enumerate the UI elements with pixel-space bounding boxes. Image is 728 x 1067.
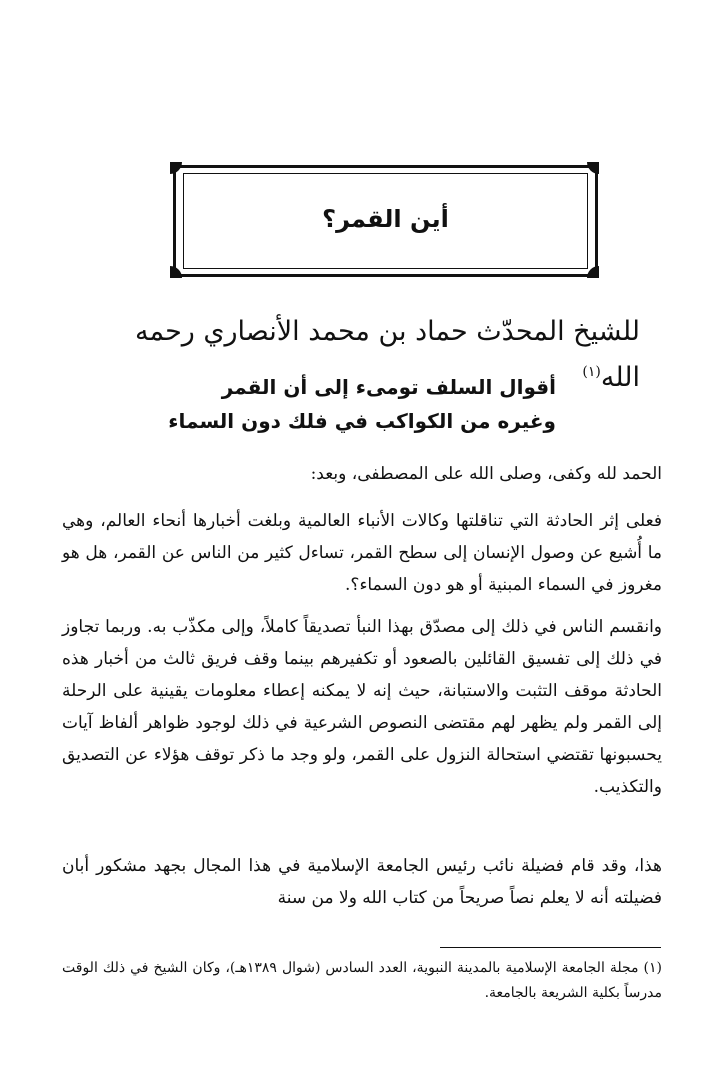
footnote-text: مجلة الجامعة الإسلامية بالمدينة النبوية، العدد السادس (شوال ١٣٨٩هـ)، وكان الشيخ في ذلك الوقت مدرساً بكلية الشريعة بالجامعة. <box>62 960 662 1001</box>
footnote-divider <box>440 947 661 948</box>
author-text: للشيخ المحدّث حماد بن محمد الأنصاري رحمه الله <box>134 316 640 393</box>
footnote-reference: (١) <box>582 364 601 380</box>
body-paragraph: فعلى إثر الحادثة التي تناقلتها وكالات الأنباء العالمية وبلغت أخبارها أنحاء العالم، وهي ما أُشيع عن وصول الإنسان إلى سطح القمر، تساءل كثير من الناس عن القمر، هل هو مغروز في السماء المبنية أو هو دون السماء؟. <box>62 511 663 595</box>
opening-paragraph: الحمد لله وكفى، وصلى الله على المصطفى، وبعد: <box>310 464 662 484</box>
footnote <box>62 956 662 1006</box>
subheading-line-2: وغيره من الكواكب في فلك دون السماء <box>168 409 556 433</box>
subheading-line-1: أقوال السلف تومىء إلى أن القمر <box>221 375 556 399</box>
body-paragraph: هذا، وقد قام فضيلة نائب رئيس الجامعة الإسلامية في هذا المجال بجهد مشكور أبان فضيلته أنه لا يعلم نصاً صريحاً من كتاب الله ولا من سنة <box>62 856 662 908</box>
chapter-title: أين القمر؟ <box>322 205 449 233</box>
footnote-marker: (١) <box>643 960 663 976</box>
body-paragraph: وانقسم الناس في ذلك إلى مصدّق بهذا النبأ تصديقاً كاملاً، وإلى مكذّب به. وربما تجاوز في ذلك إلى تفسيق القائلين بالصعود أو تكفيرهم بينما وقف فريق ثالث من أخبار هذه الحادثة موقف التثبت والاستبانة، حيث إنه لا يمكنه إعطاء معلومات يقينية على الرحلة إلى القمر ولم يظهر لهم مقتضى النصوص الشرعية في ذلك لوجود ظواهر ألفاظ آيات يحسبونها تقتضي استحالة النزول على القمر، ولو وجد ما ذكر توقف هؤلاء عن التصديق والتكذيب. <box>62 617 662 797</box>
